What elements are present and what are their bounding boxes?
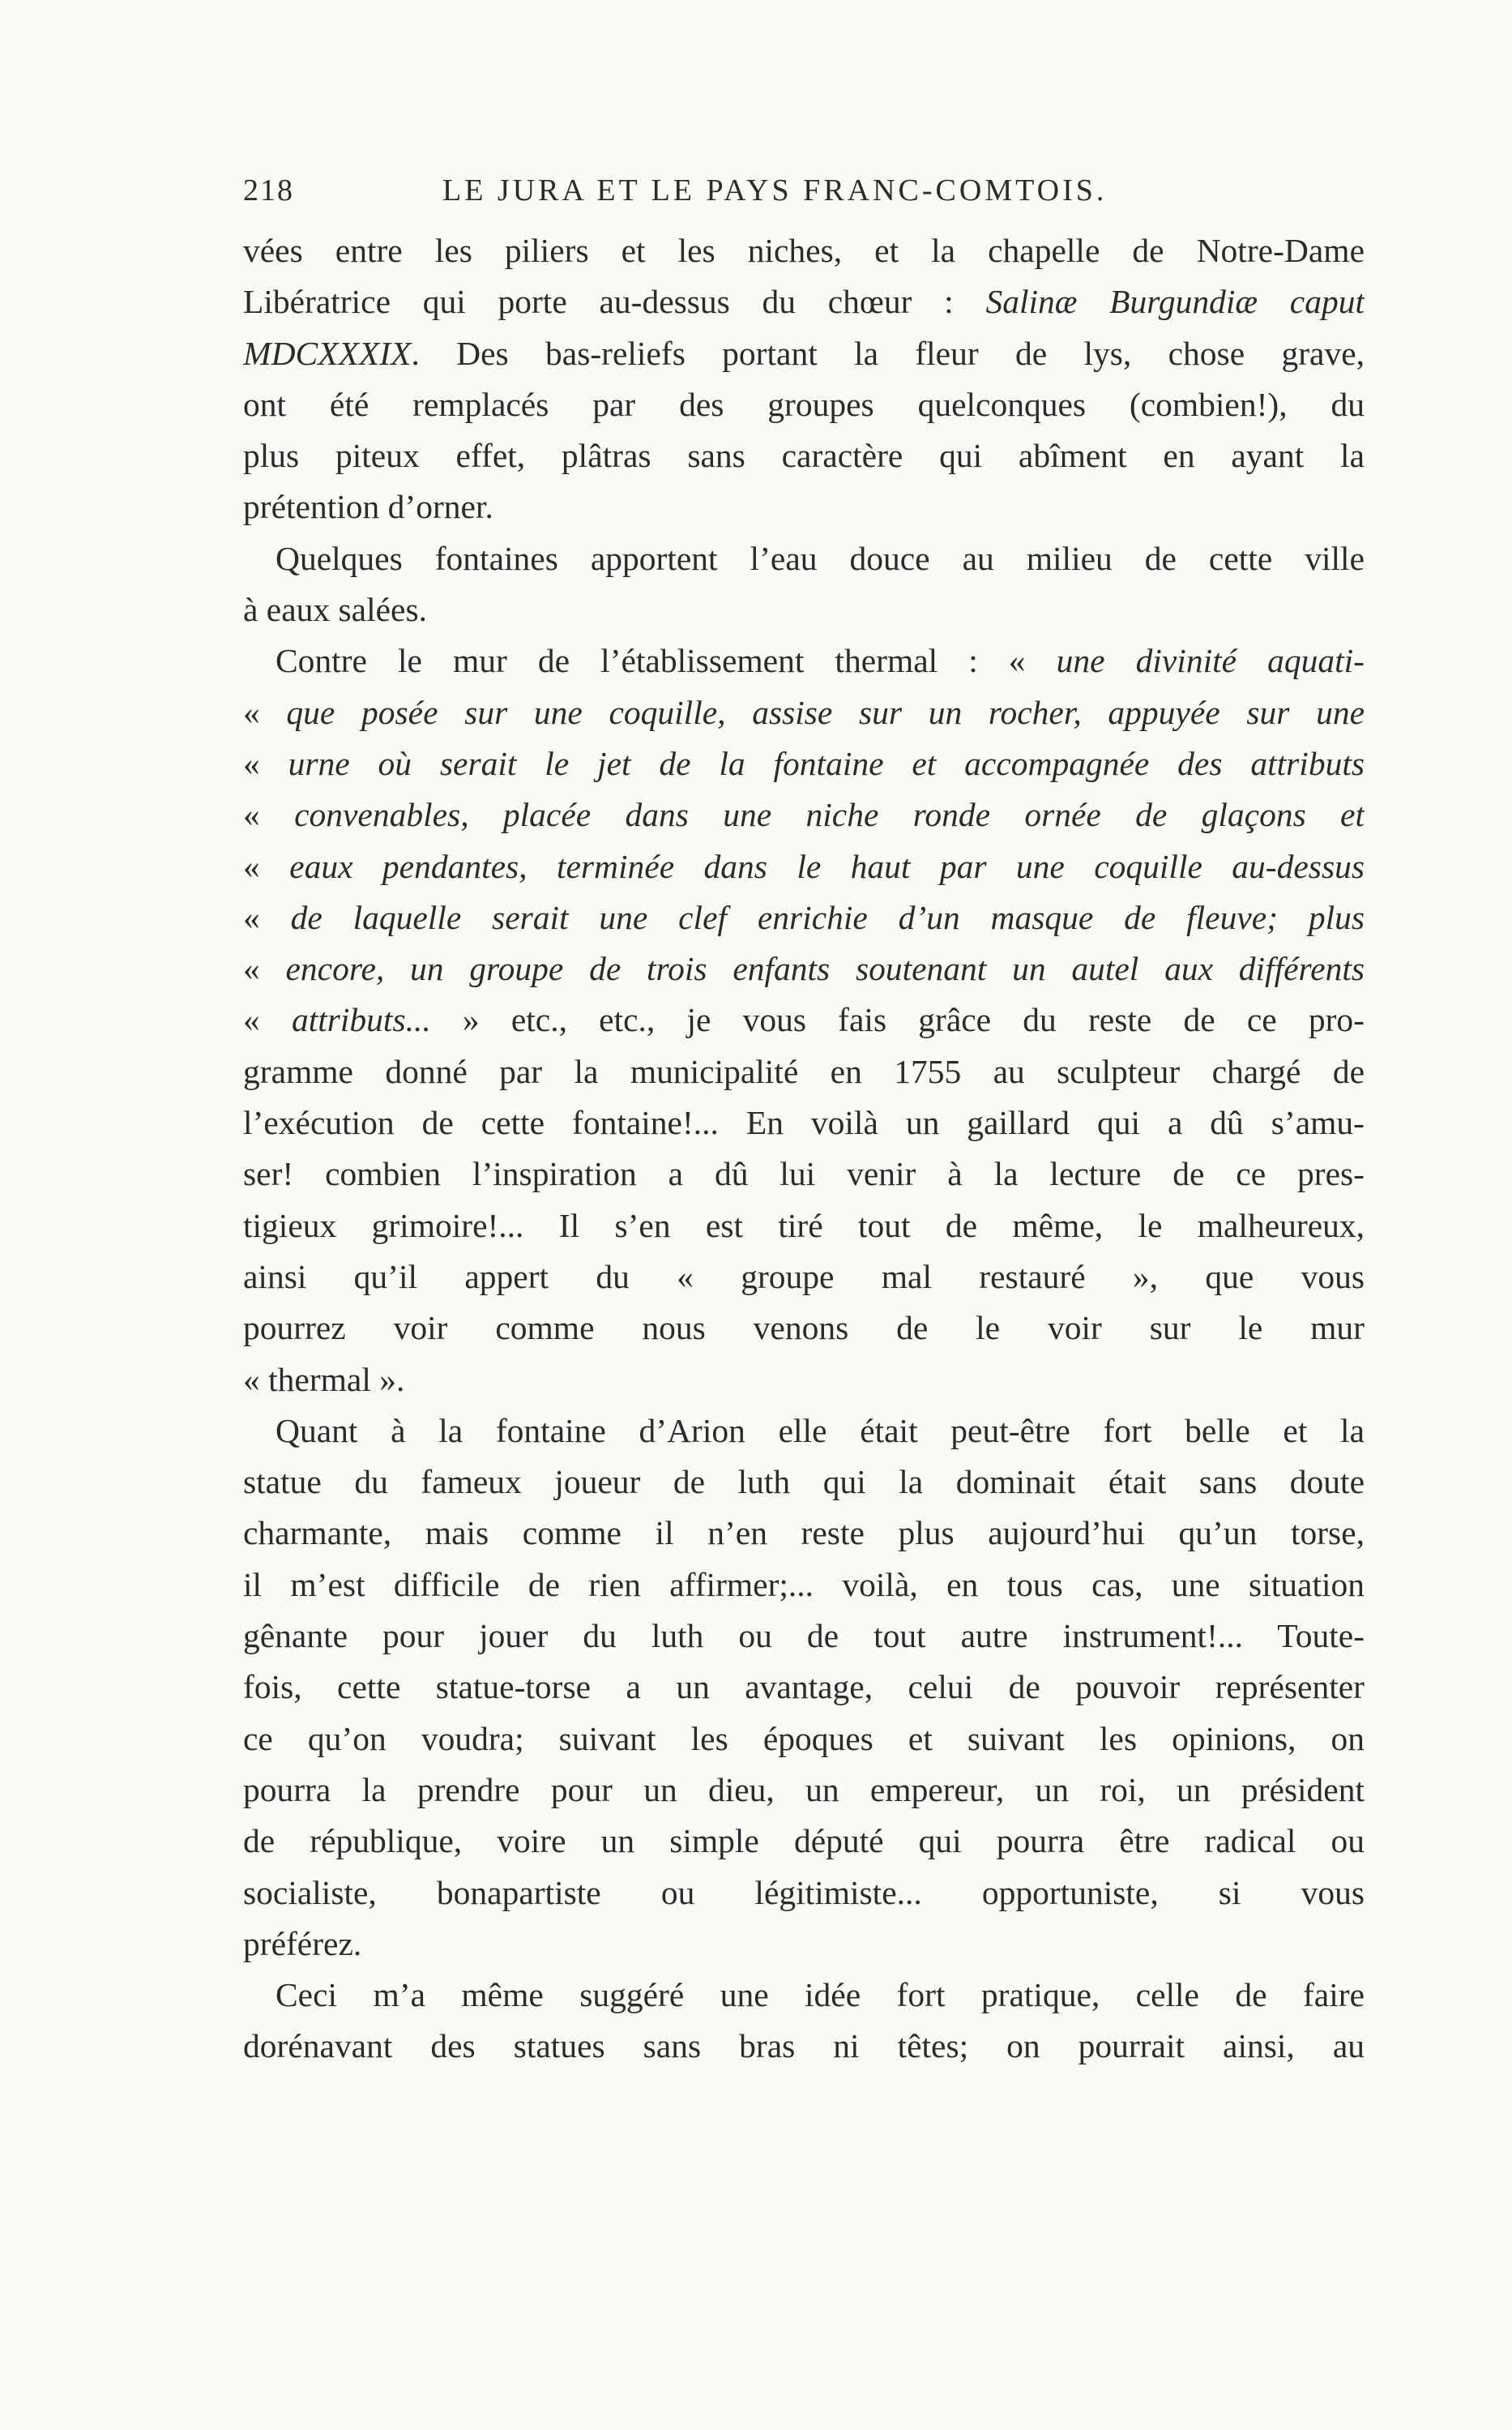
text-line: « de laquelle serait une clef enrichie d’un masque de fleuve; plus: [243, 898, 1365, 936]
text-line: tigieux grimoire!... Il s’en est tiré tout de même, le malheureux,: [243, 1206, 1365, 1244]
text-line: pourra la prendre pour un dieu, un empereur, un roi, un président: [243, 1770, 1365, 1808]
text-line: Quelques fontaines apportent l’eau douce au milieu de cette ville: [275, 539, 1365, 577]
body-text: [243, 225, 1365, 2073]
running-title: LE JURA ET LE PAYS FRANC-COMTOIS.: [442, 173, 1108, 207]
text-line: « thermal ».: [243, 1360, 405, 1398]
text-line: plus piteux effet, plâtras sans caractère qui abîment en ayant la: [243, 437, 1365, 475]
text-line: MDCXXXIX. Des bas-reliefs portant la fleur de lys, chose grave,: [243, 334, 1365, 372]
text-line: « encore, un groupe de trois enfants soutenant un autel aux différents: [243, 950, 1365, 988]
page-number: 218: [243, 173, 294, 207]
text-line: Quant à la fontaine d’Arion elle était peut-être fort belle et la: [275, 1411, 1365, 1449]
text-line: préférez.: [243, 1924, 362, 1962]
text-line: l’exécution de cette fontaine!... En voilà un gaillard qui a dû s’amu-: [243, 1104, 1365, 1142]
text-line: statue du fameux joueur de luth qui la dominait était sans doute: [243, 1463, 1365, 1501]
text-line: dorénavant des statues sans bras ni têtes; on pourrait ainsi, au: [243, 2027, 1365, 2065]
text-line: charmante, mais comme il n’en reste plus aujourd’hui qu’un torse,: [243, 1514, 1365, 1552]
text-line: gramme donné par la municipalité en 1755 au sculpteur chargé de: [243, 1052, 1365, 1090]
text-line: gênante pour jouer du luth ou de tout autre instrument!... Toute-: [243, 1617, 1365, 1655]
text-line: prétention d’orner.: [243, 488, 493, 526]
text-line: de république, voire un simple député qui pourra être radical ou: [243, 1822, 1365, 1860]
text-line: « que posée sur une coquille, assise sur un rocher, appuyée sur une: [243, 693, 1365, 731]
text-line: fois, cette statue-torse a un avantage, celui de pouvoir représenter: [243, 1668, 1365, 1706]
text-line: ce qu’on voudra; suivant les époques et suivant les opinions, on: [243, 1719, 1365, 1757]
text-line: « convenables, placée dans une niche ronde ornée de glaçons et: [243, 796, 1365, 834]
text-line: à eaux salées.: [243, 591, 427, 629]
text-line: socialiste, bonapartiste ou légitimiste... opportuniste, si vous: [243, 1873, 1365, 1911]
text-line: pourrez voir comme nous venons de le voir sur le mur: [243, 1309, 1365, 1347]
text-line: « attributs... » etc., etc., je vous fais grâce du reste de ce pro-: [243, 1001, 1365, 1039]
text-line: ainsi qu’il appert du « groupe mal restauré », que vous: [243, 1257, 1365, 1295]
text-line: Libératrice qui porte au-dessus du chœur : Salinæ Burgundiæ caput: [243, 283, 1365, 321]
text-line: vées entre les piliers et les niches, et la chapelle de Notre-Dame: [243, 232, 1365, 269]
running-head: [243, 173, 1365, 218]
text-line: Ceci m’a même suggéré une idée fort pratique, celle de faire: [275, 1976, 1365, 2014]
text-line: ont été remplacés par des groupes quelconques (combien!), du: [243, 385, 1365, 423]
text-line: ser! combien l’inspiration a dû lui venir à la lecture de ce pres-: [243, 1155, 1365, 1193]
text-line: Contre le mur de l’établissement thermal : « une divinité aquati-: [275, 642, 1365, 680]
text-line: il m’est difficile de rien affirmer;... voilà, en tous cas, une situation: [243, 1565, 1365, 1603]
text-line: « urne où serait le jet de la fontaine et accompagnée des attributs: [243, 744, 1365, 782]
text-line: « eaux pendantes, terminée dans le haut par une coquille au-dessus: [243, 847, 1365, 885]
